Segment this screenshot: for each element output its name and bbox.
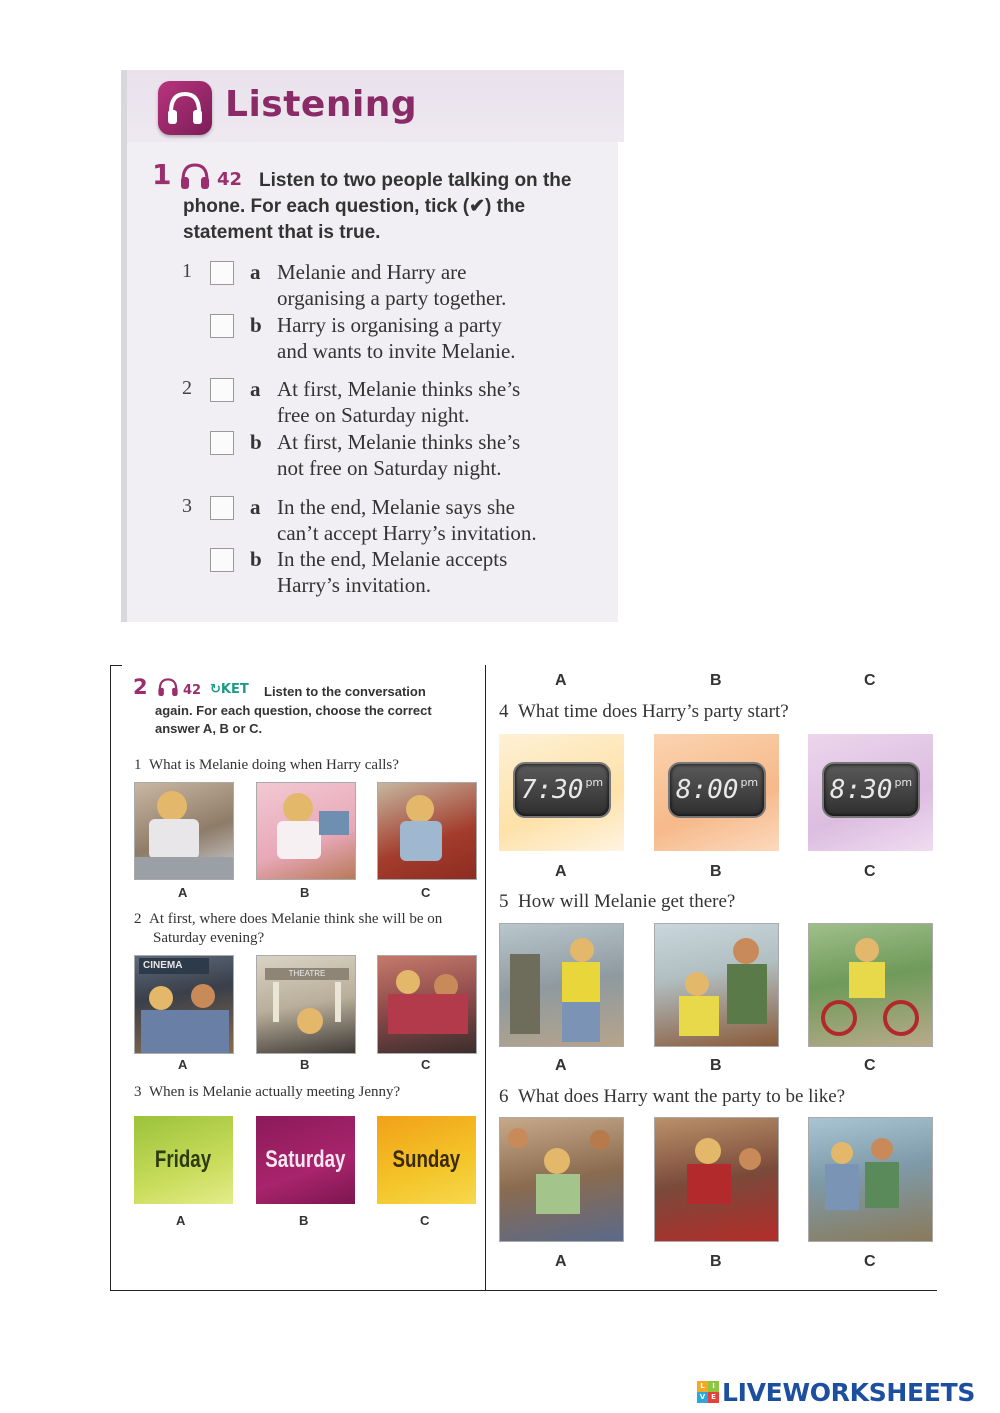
refresh-icon: ↻ <box>210 682 221 697</box>
tick-box-1a[interactable] <box>210 261 234 285</box>
tick-box-1b[interactable] <box>210 314 234 338</box>
digital-clock: 8:30 $^{pm}$ <box>822 762 920 818</box>
picture-doing-homework <box>256 782 356 880</box>
picture-small-party <box>808 1117 933 1242</box>
option-text: Melanie and Harry are organising a party together. <box>277 260 507 310</box>
brand-name: LIVEWORKSHEETS <box>722 1377 976 1407</box>
option-label-b: B <box>710 1057 722 1074</box>
option-label-a: A <box>555 1253 567 1270</box>
listening-exercise-1 <box>121 70 618 622</box>
frame-line <box>110 665 122 666</box>
instruction-line: Listen to the conversation <box>264 684 426 699</box>
digital-clock: 8:00 $^{pm}$ <box>668 762 766 818</box>
option-label-c: C <box>420 1213 430 1228</box>
tick-box-3b[interactable] <box>210 548 234 572</box>
headphones-icon <box>158 81 212 135</box>
option-label-a: A <box>555 1057 567 1074</box>
option-label-c: C <box>864 672 876 689</box>
picture-washing-dishes <box>134 782 234 880</box>
option-letter: b <box>250 547 262 571</box>
option-letter: b <box>250 313 262 337</box>
question-number: 1 <box>182 260 192 282</box>
option-text: In the end, Melanie says she can’t accept Harry’s invitation. <box>277 495 537 545</box>
frame-line <box>110 665 111 1291</box>
exam-badge: ↻KET <box>210 682 249 697</box>
option-letter: a <box>250 260 261 284</box>
option-label-a: A <box>178 1057 188 1072</box>
tick-box-3a[interactable] <box>210 496 234 520</box>
liveworksheets-logo[interactable] <box>697 1377 975 1407</box>
picture-relaxing-in-armchair <box>377 782 477 880</box>
exercise-instruction: Listen to two people talking on the phone. For each question, tick (✔) the statement that is true. <box>183 170 572 243</box>
option-text: Harry is organising a party and wants to invite Melanie. <box>277 313 516 363</box>
clock-option-a <box>499 734 624 851</box>
picture-bus <box>654 923 779 1047</box>
audio-headphones-icon <box>157 677 179 697</box>
question-2: 2 At first, where does Melanie think she will be on <box>134 911 443 927</box>
picture-walking <box>499 923 624 1047</box>
clock-option-c <box>808 734 933 851</box>
option-label-a: A <box>555 672 567 689</box>
picture-big-party <box>499 1117 624 1242</box>
logo-mark-icon: L I V E <box>697 1381 719 1403</box>
option-label-c: C <box>421 1057 431 1072</box>
frame-divider <box>485 665 486 1291</box>
tick-box-2a[interactable] <box>210 378 234 402</box>
day-tile-saturday: Saturday <box>256 1116 355 1204</box>
day-tile-friday: Friday <box>134 1116 233 1204</box>
instruction-line: again. For each question, choose the correct <box>155 703 432 718</box>
picture-theatre: THEATRE <box>256 955 356 1054</box>
option-text: At first, Melanie thinks she’s not free on Saturday night. <box>277 430 521 480</box>
option-letter: b <box>250 430 262 454</box>
exercise-number: 1 <box>152 158 172 191</box>
question-6: 6 What does Harry want the party to be like? <box>499 1086 846 1107</box>
page-title: Listening <box>225 84 418 125</box>
day-tile-sunday: Sunday <box>377 1116 476 1204</box>
exercise-number: 2 <box>133 675 148 699</box>
option-label-b: B <box>710 1253 722 1270</box>
option-text: At first, Melanie thinks she’s free on Saturday night. <box>277 377 521 427</box>
option-label-c: C <box>864 1253 876 1270</box>
question-1: 1 What is Melanie doing when Harry calls? <box>134 757 399 773</box>
option-label-b: B <box>710 672 722 689</box>
picture-cinema: CINEMA <box>134 955 234 1054</box>
option-label-c: C <box>864 863 876 880</box>
option-label-b: B <box>300 885 310 900</box>
option-label-b: B <box>710 863 722 880</box>
question-number: 2 <box>182 377 192 399</box>
listening-exercise-2 <box>110 665 937 1291</box>
option-label-b: B <box>300 1057 310 1072</box>
question-number: 3 <box>182 495 192 517</box>
option-label-b: B <box>299 1213 309 1228</box>
question-5: 5 How will Melanie get there? <box>499 891 736 912</box>
question-2-line2: Saturday evening? <box>153 930 265 946</box>
option-letter: a <box>250 377 261 401</box>
frame-line <box>110 1290 937 1291</box>
tick-box-2b[interactable] <box>210 431 234 455</box>
picture-crowded-party <box>654 1117 779 1242</box>
option-label-a: A <box>178 885 188 900</box>
option-label-c: C <box>421 885 431 900</box>
question-3: 3 When is Melanie actually meeting Jenny? <box>134 1084 401 1100</box>
question-4: 4 What time does Harry’s party start? <box>499 701 789 722</box>
clock-option-b <box>654 734 779 851</box>
instruction-line: answer A, B or C. <box>155 721 263 736</box>
track-number: 42 <box>183 683 202 698</box>
digital-clock: 7:30 $^{pm}$ <box>513 762 611 818</box>
picture-party <box>377 955 477 1054</box>
picture-bicycle <box>808 923 933 1047</box>
option-label-a: A <box>555 863 567 880</box>
option-label-a: A <box>176 1213 186 1228</box>
option-text: In the end, Melanie accepts Harry’s invitation. <box>277 547 508 597</box>
track-number: 42 <box>217 169 243 190</box>
option-letter: a <box>250 495 261 519</box>
option-label-c: C <box>864 1057 876 1074</box>
